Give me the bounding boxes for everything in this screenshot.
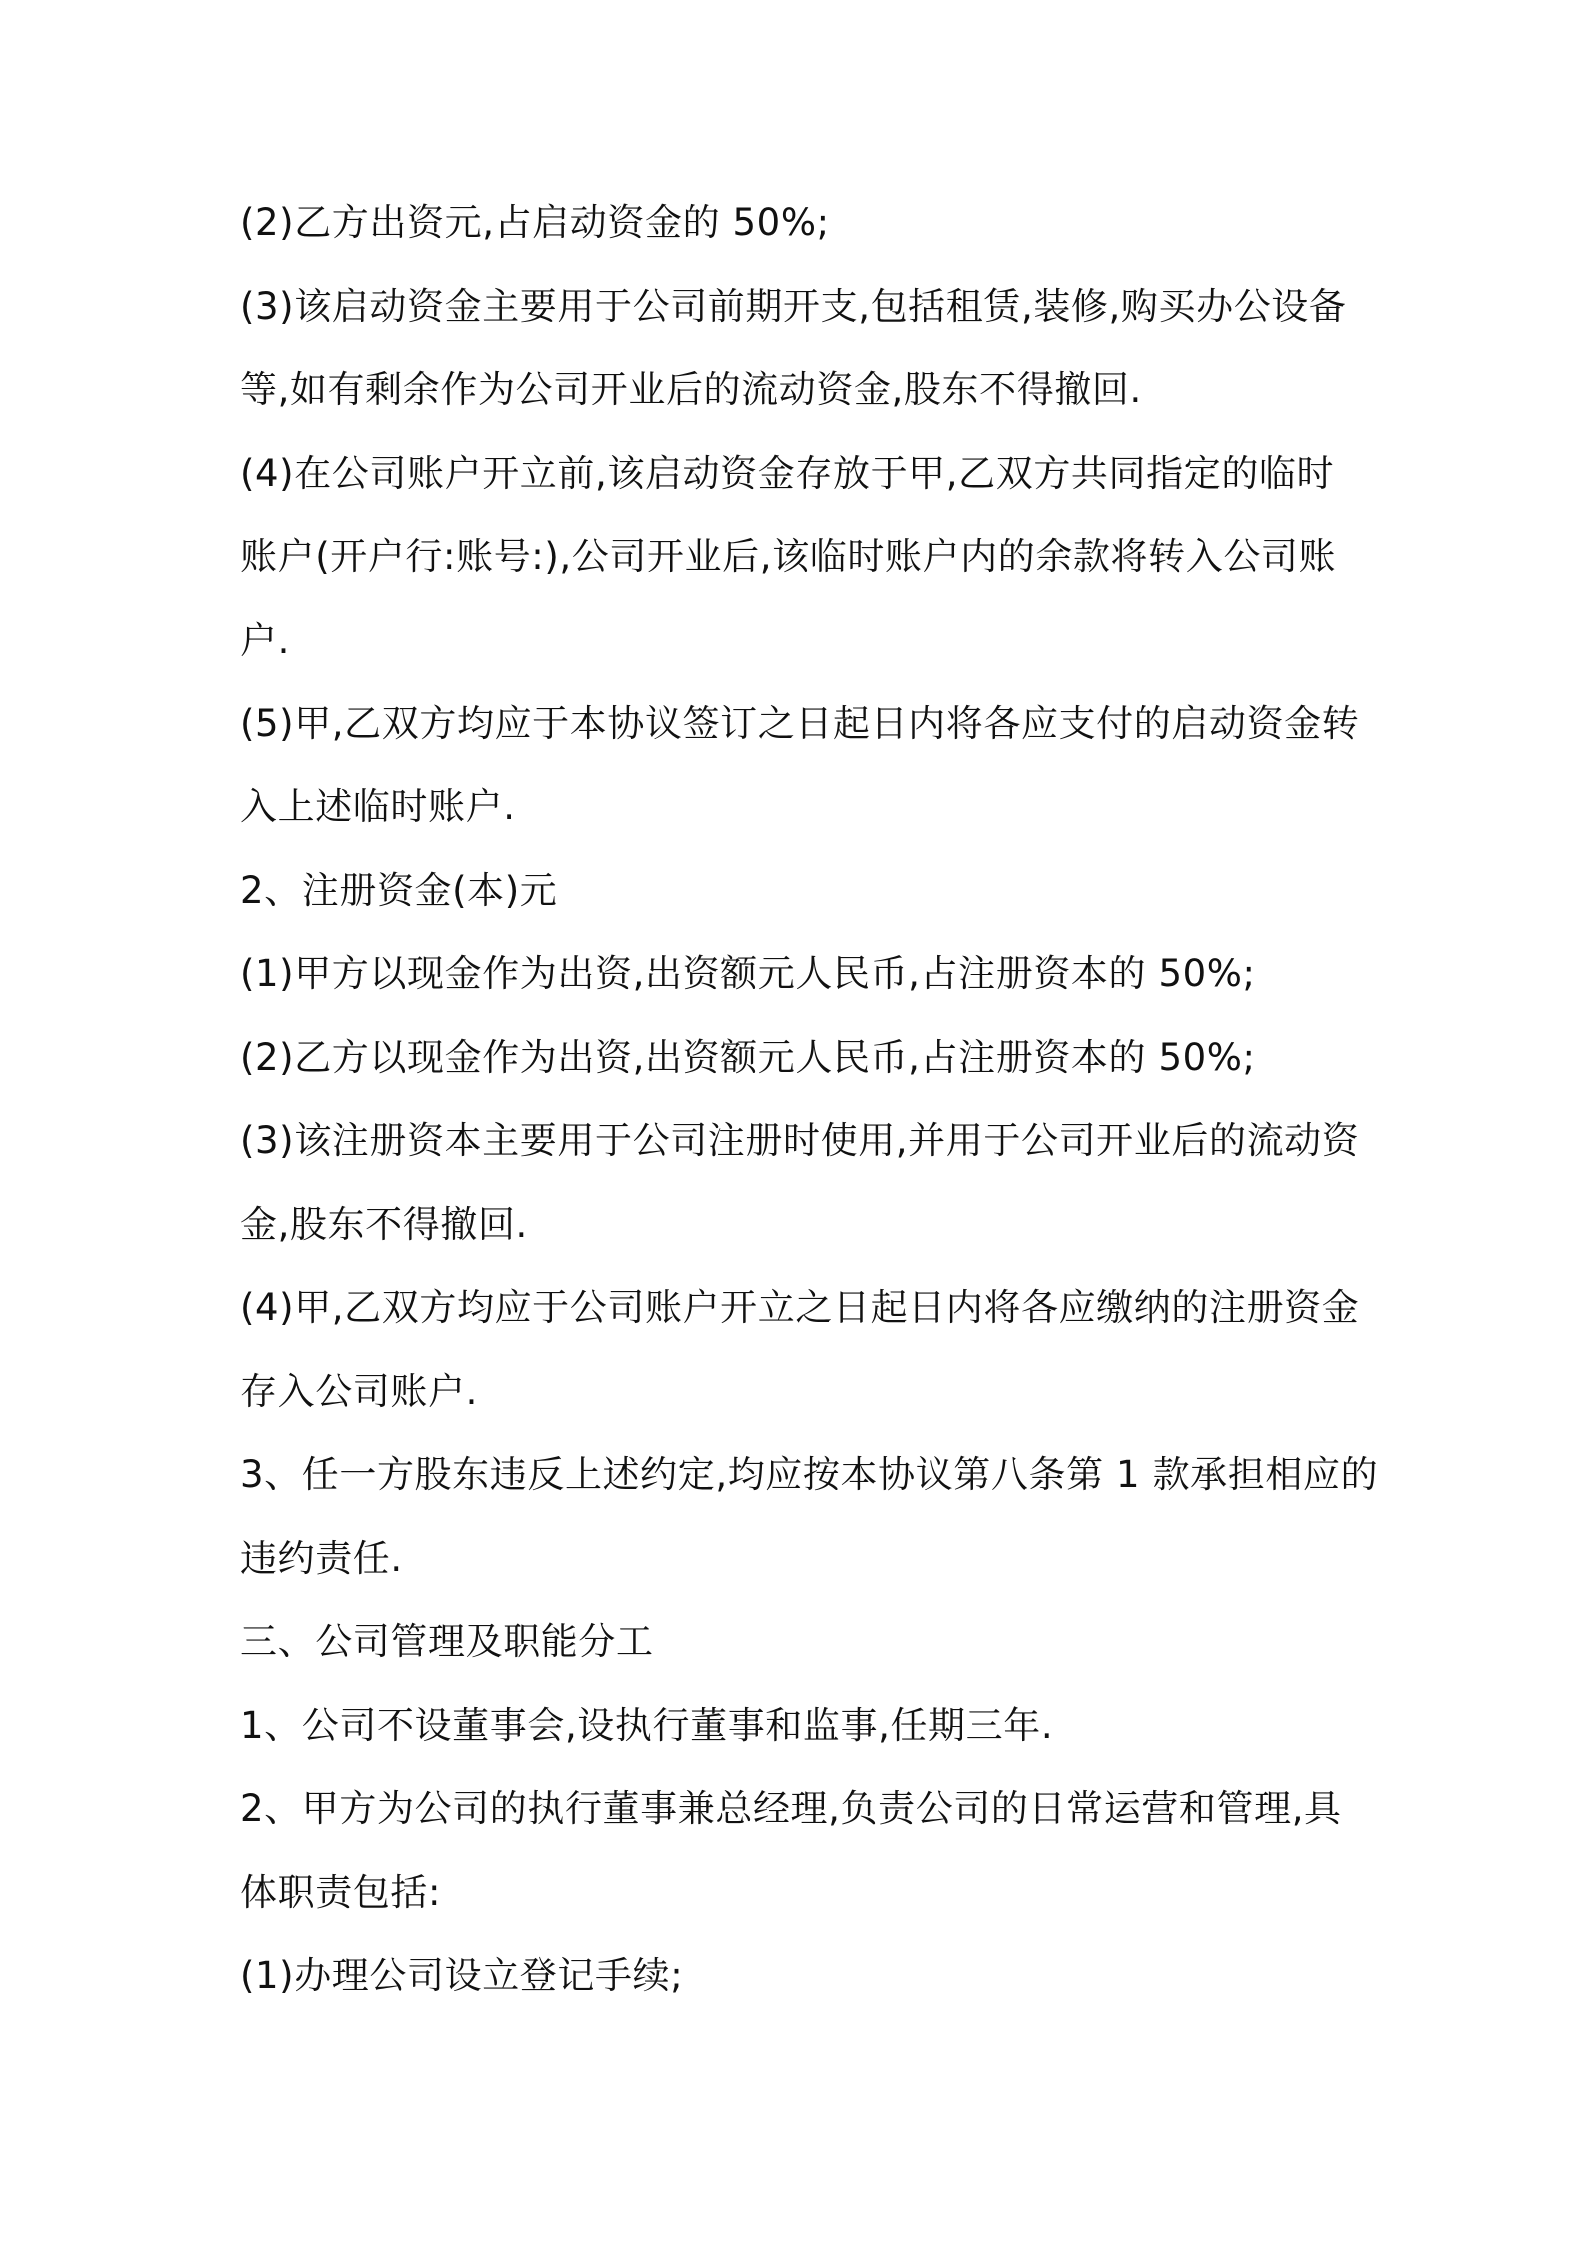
text-line: 户. xyxy=(240,619,290,662)
text-line: (4)甲,乙双方均应于公司账户开立之日起日内将各应缴纳的注册资金 xyxy=(240,1286,1360,1329)
section-heading: 2、注册资金(本)元 xyxy=(240,869,558,912)
text-line: (5)甲,乙双方均应于本协议签订之日起日内将各应支付的启动资金转 xyxy=(240,702,1360,745)
text-line: 金,股东不得撤回. xyxy=(240,1203,528,1246)
text-line: 账户(开户行:账号:),公司开业后,该临时账户内的余款将转入公司账 xyxy=(240,535,1337,578)
text-line: 2、甲方为公司的执行董事兼总经理,负责公司的日常运营和管理,具 xyxy=(240,1787,1342,1830)
text-line: 体职责包括: xyxy=(240,1871,442,1914)
text-line: (1)办理公司设立登记手续; xyxy=(240,1954,684,1997)
text-line: 3、任一方股东违反上述约定,均应按本协议第八条第 1 款承担相应的 xyxy=(240,1453,1379,1496)
text-line: 等,如有剩余作为公司开业后的流动资金,股东不得撤回. xyxy=(240,368,1142,411)
text-line: (1)甲方以现金作为出资,出资额元人民币,占注册资本的 50%; xyxy=(240,952,1256,995)
text-line: 入上述临时账户. xyxy=(240,785,516,828)
text-line: 违约责任. xyxy=(240,1537,403,1580)
text-line: (2)乙方以现金作为出资,出资额元人民币,占注册资本的 50%; xyxy=(240,1036,1256,1079)
text-line: 存入公司账户. xyxy=(240,1370,478,1413)
section-heading: 三、公司管理及职能分工 xyxy=(240,1620,654,1663)
text-line: 1、公司不设董事会,设执行董事和监事,任期三年. xyxy=(240,1704,1054,1747)
text-line: (2)乙方出资元,占启动资金的 50%; xyxy=(240,201,830,244)
text-line: (4)在公司账户开立前,该启动资金存放于甲,乙双方共同指定的临时 xyxy=(240,452,1335,495)
text-line: (3)该启动资金主要用于公司前期开支,包括租赁,装修,购买办公设备 xyxy=(240,285,1347,328)
text-line: (3)该注册资本主要用于公司注册时使用,并用于公司开业后的流动资 xyxy=(240,1119,1360,1162)
